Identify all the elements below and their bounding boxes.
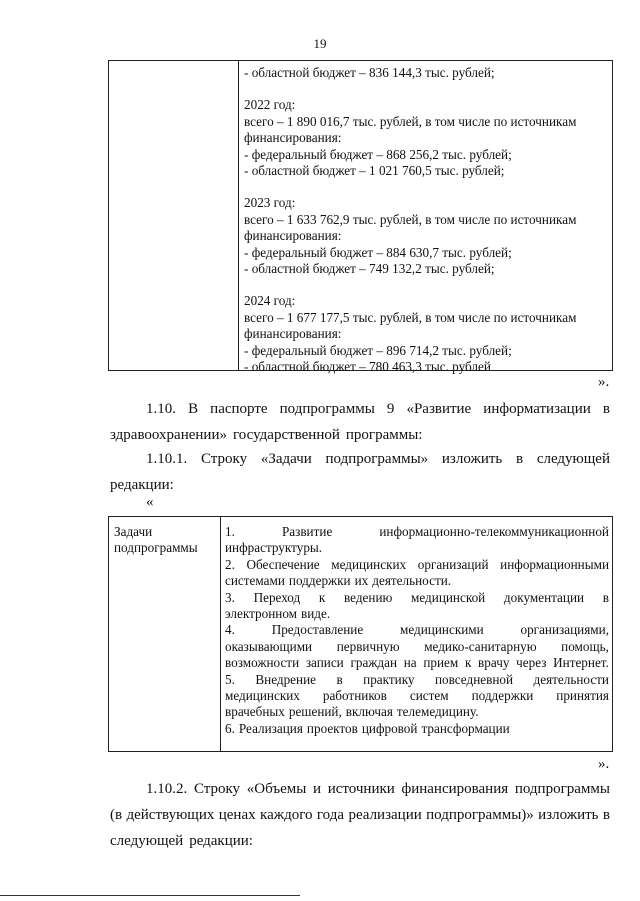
word: 1.10.2. <box>146 781 188 797</box>
word: финансирования <box>401 781 509 797</box>
financing-line: - областной бюджет – 749 132,2 тыс. рублей; <box>244 261 495 277</box>
word: 5. <box>225 671 235 687</box>
word: и <box>313 781 322 797</box>
word: следующей <box>110 833 184 849</box>
paragraph-1-10-2 <box>110 776 610 854</box>
word: информатизации <box>483 401 591 417</box>
word: в <box>602 401 610 417</box>
word: в <box>515 451 524 467</box>
word: повседневной <box>434 671 514 687</box>
word: каждого <box>260 807 313 823</box>
financing-line: - федеральный бюджет – 884 630,7 тыс. рублей; <box>244 244 512 260</box>
financing-line: 2023 год: <box>244 195 296 211</box>
text-line <box>110 422 610 448</box>
word: 4. <box>225 622 235 638</box>
word: организациями, <box>520 622 609 638</box>
task-line <box>225 557 609 573</box>
blank-line <box>244 277 610 293</box>
text-line <box>110 396 610 422</box>
word: В <box>188 401 199 417</box>
word: 1. <box>225 524 235 539</box>
tasks-table-right-cell <box>225 524 609 737</box>
word: трансформации <box>421 720 510 736</box>
word: телемедицину. <box>396 704 479 720</box>
task-line <box>225 704 609 720</box>
word: первичную <box>336 638 400 654</box>
financing-line: финансирования: <box>244 130 342 146</box>
word: изложить <box>538 807 599 823</box>
word: их <box>354 573 369 589</box>
blank-line <box>244 179 610 195</box>
task-line <box>225 540 609 556</box>
word: систем <box>409 688 449 704</box>
word: Строку <box>193 781 241 797</box>
word: подпрограммы <box>279 401 375 417</box>
page-number: 19 <box>313 36 327 51</box>
financing-table-divider <box>238 60 239 371</box>
word: системами <box>225 573 285 589</box>
word: медицинскими <box>400 622 484 638</box>
word: в <box>602 807 610 823</box>
word: паспорте <box>210 401 268 417</box>
word: «Развитие <box>406 401 472 417</box>
word: 1.10. <box>146 401 176 417</box>
financing-line: финансирования: <box>244 228 342 244</box>
word: реализации <box>348 807 422 823</box>
financing-line: финансирования: <box>244 326 342 342</box>
word: (в <box>110 807 123 823</box>
word: врачебных <box>225 704 285 720</box>
financing-line: 2024 год: <box>244 293 296 309</box>
task-line <box>225 590 609 606</box>
word: электронном <box>225 606 298 622</box>
word: Развитие <box>281 524 333 539</box>
word: к <box>318 589 326 605</box>
word: проектов <box>306 720 358 736</box>
word: редакции: <box>189 833 253 849</box>
financing-line: - областной бюджет – 780 463,3 тыс. рублей <box>244 359 491 375</box>
financing-line: - областной бюджет – 836 144,3 тыс. рублей; <box>244 65 495 80</box>
word: подпрограммы <box>514 781 610 797</box>
word: работников <box>322 688 387 704</box>
word: врачу <box>478 655 510 671</box>
word: решений, <box>288 704 342 720</box>
word: источники <box>327 781 395 797</box>
word: Реализация <box>238 720 303 736</box>
word: 2. <box>225 556 235 572</box>
word: следующей <box>536 451 610 467</box>
word: медицинских <box>331 556 407 572</box>
tasks-label-line: Задачи <box>114 524 153 539</box>
blank-line <box>244 81 610 97</box>
text-line <box>110 776 610 802</box>
paragraph-1-10-1 <box>110 446 610 498</box>
word: ведению <box>344 589 393 605</box>
word: подпрограммы)» <box>426 807 534 823</box>
task-line <box>225 688 609 704</box>
word: здравоохранении» <box>110 427 227 443</box>
word: документации <box>503 589 585 605</box>
word: 1.10.1. <box>146 451 188 467</box>
financing-line: всего – 1 890 016,7 тыс. рублей, в том числе по источникам <box>244 113 577 129</box>
task-line <box>225 606 609 622</box>
table2-opening-quote: « <box>146 494 154 510</box>
tasks-table-left-cell <box>114 524 214 557</box>
word: включая <box>345 704 393 720</box>
task-line <box>225 622 609 638</box>
word: записи <box>305 655 344 671</box>
word: Строку <box>200 451 248 467</box>
word: цифровой <box>361 720 418 736</box>
word: «Задачи <box>260 451 312 467</box>
word: медико-санитарную <box>424 638 537 654</box>
word: программы: <box>345 427 423 443</box>
footer-rule <box>0 895 300 896</box>
task-line <box>225 573 609 589</box>
table2-closing-quote: ». <box>598 756 610 772</box>
word: в <box>336 671 343 687</box>
financing-line: 2022 год: <box>244 97 296 113</box>
task-line <box>225 639 609 655</box>
word: государственной <box>232 427 340 443</box>
text-line <box>110 472 610 498</box>
financing-line: - федеральный бюджет – 896 714,2 тыс. рублей; <box>244 342 512 358</box>
word: Предоставление <box>271 622 364 638</box>
word: действующих <box>126 807 215 823</box>
financing-table-right-cell <box>244 65 610 376</box>
word: 9 <box>386 401 395 417</box>
word: через <box>516 655 547 671</box>
word: поддержки <box>288 573 351 589</box>
word: года <box>316 807 345 823</box>
word: граждан <box>350 655 398 671</box>
word: деятельности. <box>372 573 452 589</box>
word: возможности <box>225 655 300 671</box>
word: деятельности <box>533 671 609 687</box>
financing-line: всего – 1 677 177,5 тыс. рублей, в том числе по источникам <box>244 309 577 325</box>
text-line <box>110 802 610 828</box>
word: практику <box>363 671 415 687</box>
word: «Объемы <box>246 781 307 797</box>
financing-line: всего – 1 633 762,9 тыс. рублей, в том числе по источникам <box>244 211 577 227</box>
word: виде. <box>301 606 331 622</box>
word: принятия <box>556 688 609 704</box>
word: в <box>602 589 609 605</box>
word: Интернет. <box>553 655 609 671</box>
task-line <box>225 524 609 540</box>
word: инфраструктуры. <box>225 540 323 556</box>
word: Внедрение <box>255 671 317 687</box>
tasks-label-line: подпрограммы <box>114 540 198 556</box>
tasks-table-divider <box>220 516 221 752</box>
word: информационными <box>500 556 609 572</box>
task-line <box>225 672 609 688</box>
word: организаций <box>417 556 489 572</box>
task-line <box>225 655 609 671</box>
paragraph-1-10 <box>110 396 610 448</box>
word: ценах <box>218 807 256 823</box>
word: изложить <box>441 451 503 467</box>
task-line <box>225 721 609 737</box>
word: помощь, <box>561 638 609 654</box>
word: 6. <box>225 720 235 736</box>
text-line <box>110 446 610 472</box>
financing-line: - федеральный бюджет – 868 256,2 тыс. рублей; <box>244 146 512 162</box>
word: Обеспечение <box>246 556 320 572</box>
word: медицинской <box>411 589 486 605</box>
word: оказывающими <box>225 638 313 654</box>
word: Переход <box>253 589 301 605</box>
word: 3. <box>225 589 235 605</box>
financing-line: - областной бюджет – 1 021 760,5 тыс. рублей; <box>244 163 505 179</box>
word: редакции: <box>110 477 174 493</box>
word: информационно-телекоммуникационной <box>379 524 609 539</box>
word: подпрограммы» <box>325 451 429 467</box>
table1-closing-quote: ». <box>598 374 610 390</box>
text-line <box>110 828 610 854</box>
word: поддержки <box>471 688 534 704</box>
word: прием <box>423 655 459 671</box>
word: медицинских <box>225 688 300 704</box>
word: к <box>464 655 472 671</box>
word: на <box>403 655 417 671</box>
